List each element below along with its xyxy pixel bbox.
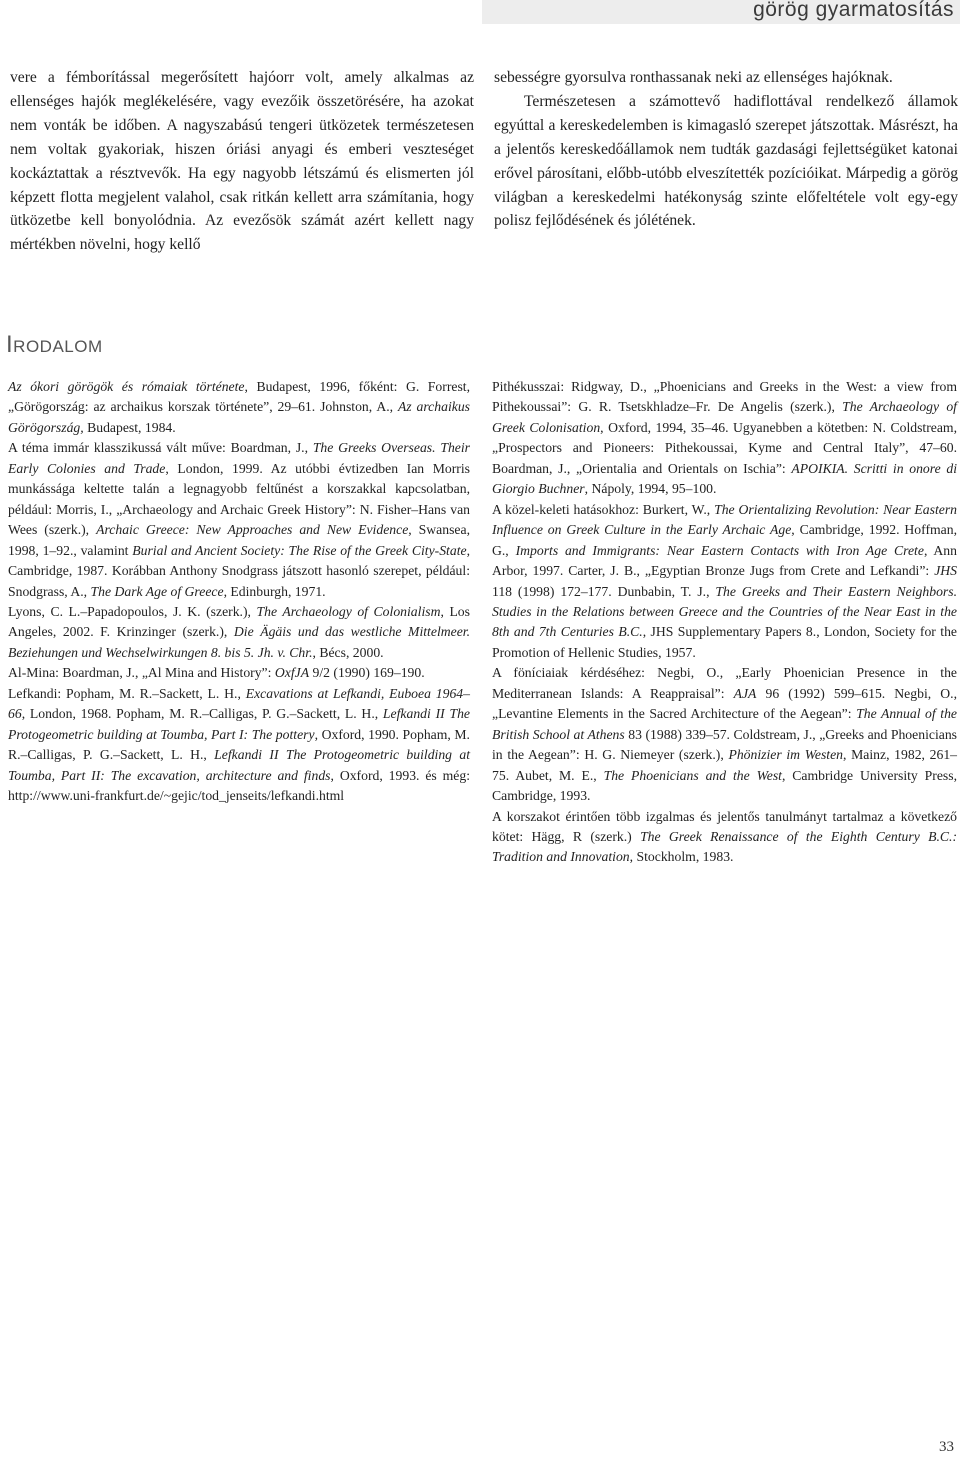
reference-title: Burial and Ancient Society: The Rise of the Greek City-State	[132, 542, 467, 558]
reference-text: A föníciaiak kérdéséhez: Negbi, O., „Early Phoenician Presence in the Mediterranean Islands: A Reappraisal”:	[492, 665, 957, 701]
reference-text: , Budapest, 1996, főként: G. Forrest, „Görögország: az archaikus korszak története”, 29–61. Johnston, A.,	[8, 379, 471, 415]
reference-text: , JHS Supplementary Papers 8., London, Society for the Promotion of Hellenic Studies, 1957.	[492, 624, 957, 660]
reference-text: , Ann Arbor, 1997. Carter, J. B., „Egyptian Bronze Jugs from Crete and Lefkandi”:	[492, 542, 957, 579]
reference-entry	[492, 500, 957, 664]
reference-title: Lefkandi II The Protogeometric building at Toumba, Part I: The pottery	[8, 706, 470, 742]
reference-text: Pithékusszai: Ridgway, D., „Phoenicians and Greeks in the West: a view from Pithekoussai”: G. R. Tsetskhladze–Fr. De Angelis (szerk.),	[492, 379, 957, 415]
body-paragraph: Természetesen a számottevő hadiflottával rendelkező államok egyúttal a kereskedelemben is kimagasló szerepet játszottak. Másrészt, ha a jelentős kereskedőállamok nem tudták gazdasági fejlettségüket katonai erővel párosítani, előbb-utóbb elveszítették pozícióikat. Márpedig a görög világban a kereskedelmi hatékonyság szinte előfeltétele volt egy-egy polisz fejlődésének és jólétének.	[494, 92, 958, 230]
reference-text: , Bécs, 2000.	[312, 644, 384, 660]
reference-text: , Oxford, 1994, 35–46. Ugyanebben a kötetben: N. Coldstream, „Prospectors and Pioneers: Pithekoussai, Kyme and Central Italy”, 47–60. Boardman, J., „Orientalia and Orientals on Ischia”:	[492, 419, 957, 476]
reference-entry	[8, 438, 470, 602]
reference-title: Imports and Immigrants: Near Eastern Contacts with Iron Age Crete	[515, 542, 924, 558]
running-header-bar	[482, 0, 960, 24]
running-header-title: görög gyarmatosítás	[753, 0, 954, 21]
reference-entry	[492, 807, 957, 868]
references-column-right	[492, 377, 957, 868]
reference-title: AJA	[733, 685, 757, 701]
reference-title: Lefkandi II The Protogeometric building at Toumba, Part II: The excavation, architecture and finds	[8, 747, 470, 783]
reference-entry	[8, 377, 470, 438]
reference-text: Budapest, 1984.	[83, 419, 176, 435]
reference-text: , Swansea, 1998, 1–92., valamint	[8, 522, 470, 558]
reference-title: The Orientalizing Revolution: Near Eastern Influence on Greek Culture in the Early Archaic Age	[492, 501, 957, 538]
reference-title: The Archaeology of Colonialism	[256, 603, 441, 619]
reference-text: , London, 1968. Popham, M. R.–Calligas, P. G.–Sackett, L. H.,	[21, 706, 383, 722]
section-heading-irodalom: Irodalom	[6, 331, 103, 358]
reference-title: Archaic Greece: New Approaches and New Evidence	[96, 522, 409, 538]
reference-text: , Cambridge University Press, Cambridge, 1993.	[492, 767, 957, 804]
reference-title: The Annual of the British School at Athens	[492, 706, 957, 742]
reference-title: The Greek Renaissance of the Eighth Century B.C.: Tradition and Innovation	[492, 828, 958, 865]
reference-text: , Oxford, 1993. és még: http://www.uni-frankfurt.de/~gejic/tod_jenseits/lefkandi.html	[8, 767, 470, 804]
reference-text: A korszakot érintően több izgalmas és jelentős tanulmányt tartalmaz a következő kötet: Hägg, R (szerk.)	[492, 808, 957, 844]
reference-text: , London, 1999. Az utóbbi évtizedben Ian Morris munkássága keltette talán a legnagyobb feltűnést a korszakkal kapcsolatban, például: Morris, I., „Archaeology and Archaic Greek History”: N. Fisher–Hans van Wees (szerk.),	[8, 460, 470, 538]
reference-text: , Stockholm, 1983.	[629, 849, 734, 865]
reference-text: 96 (1992) 599–615. Negbi, O., „Levantine Elements in the Sacred Architecture of the Aegean”:	[492, 685, 957, 722]
reference-title: The Greeks and Their Eastern Neighbors. Studies in the Relations between Greece and the Countries of the Near East in the 8th and 7th Centuries B.C.	[492, 583, 958, 640]
reference-text: , Nápoly, 1994, 95–100.	[584, 481, 717, 497]
body-paragraph: sebességre gyorsulva ronthassanak neki az ellenséges hajóknak.	[494, 69, 893, 86]
reference-text: , Cambridge, 1987. Korábban Anthony Snodgrass játszott hasonló szerepet, például: Snodgrass, A.,	[8, 542, 470, 599]
reference-entry	[8, 684, 470, 807]
reference-text: Al-Mina: Boardman, J., „Al Mina and History”:	[8, 665, 275, 681]
reference-title: Die Ägäis und das westliche Mittelmeer. Beziehungen und Wechselwirkungen 8. bis 5. Jh. v. Chr.	[8, 624, 471, 660]
reference-title: The Archaeology of Greek Colonisation	[492, 399, 957, 435]
reference-text: A közel-keleti hatásokhoz: Burkert, W.,	[492, 501, 715, 517]
reference-entry	[492, 663, 957, 806]
reference-title: JHS	[934, 563, 957, 579]
reference-title: Excavations at Lefkandi, Euboea 1964–66	[8, 685, 470, 722]
body-column-right	[494, 66, 958, 233]
reference-text: Lyons, C. L.–Papadopoulos, J. K. (szerk.),	[8, 603, 257, 619]
reference-text: , Los Angeles, 2002. F. Krinzinger (szerk.),	[8, 603, 470, 640]
references-column-left	[8, 377, 470, 807]
reference-entry	[492, 377, 957, 500]
reference-title: OxfJA	[274, 665, 310, 681]
reference-title: The Dark Age of Greece	[90, 583, 224, 599]
reference-title: Az ókori görögök és rómaiak története	[8, 379, 245, 394]
reference-entry	[8, 663, 470, 683]
reference-text: 83 (1988) 339–57. Coldstream, J., „Greeks and Phoenicians in the Aegean”: H. G. Niemeyer (szerk.),	[492, 726, 957, 763]
reference-title: Az archaikus Görögország,	[8, 399, 470, 435]
reference-text: , Oxford, 1990. Popham, M. R.–Calligas, P. G.–Sackett, L. H.,	[8, 726, 470, 763]
body-column-left	[10, 66, 474, 257]
page-number: 33	[939, 1439, 954, 1455]
reference-title: APOIKIA. Scritti in onore di Giorgio Buchner	[492, 460, 957, 497]
reference-text: A téma immár klasszikussá vált műve: Boardman, J.,	[8, 440, 313, 456]
reference-text: 9/2 (1990) 169–190.	[309, 665, 425, 681]
reference-title: Phönizier im Westen	[728, 747, 843, 763]
reference-text: , Edinburgh, 1971.	[223, 583, 326, 599]
reference-text: 118 (1998) 172–177. Dunbabin, T. J.,	[492, 583, 716, 599]
reference-entry	[8, 602, 470, 663]
reference-title: The Phoenicians and the West	[603, 767, 782, 783]
reference-text: Lefkandi: Popham, M. R.–Sackett, L. H.,	[8, 685, 246, 701]
reference-text: , Mainz, 1982, 261–75. Aubet, M. E.,	[492, 747, 958, 783]
body-paragraph: vere a fémborítással megerősített hajóorr volt, amely alkalmas az ellenséges hajók meglékelésére, vagy evezőik összetörésére, ha azokat nem vonták be időben. A nagyszabású tengeri ütközetek természetesen nem voltak gyakoriak, hiszen óriási anyagi és emberi veszteséget kockáztattak a résztvevők. Ha egy nagyobb létszámú és elismerten jól képzett flotta megjelent valahol, csak ritkán kellett arra számítania, hogy ütközetbe kell bonyolódnia. Az evezősök számát azért kellett nagy mértékben növelni, hogy kellő	[10, 69, 474, 254]
reference-title: The Greeks Overseas. Their Early Colonies and Trade	[8, 440, 470, 476]
reference-text: , Cambridge, 1992. Hoffman, G.,	[492, 522, 957, 558]
